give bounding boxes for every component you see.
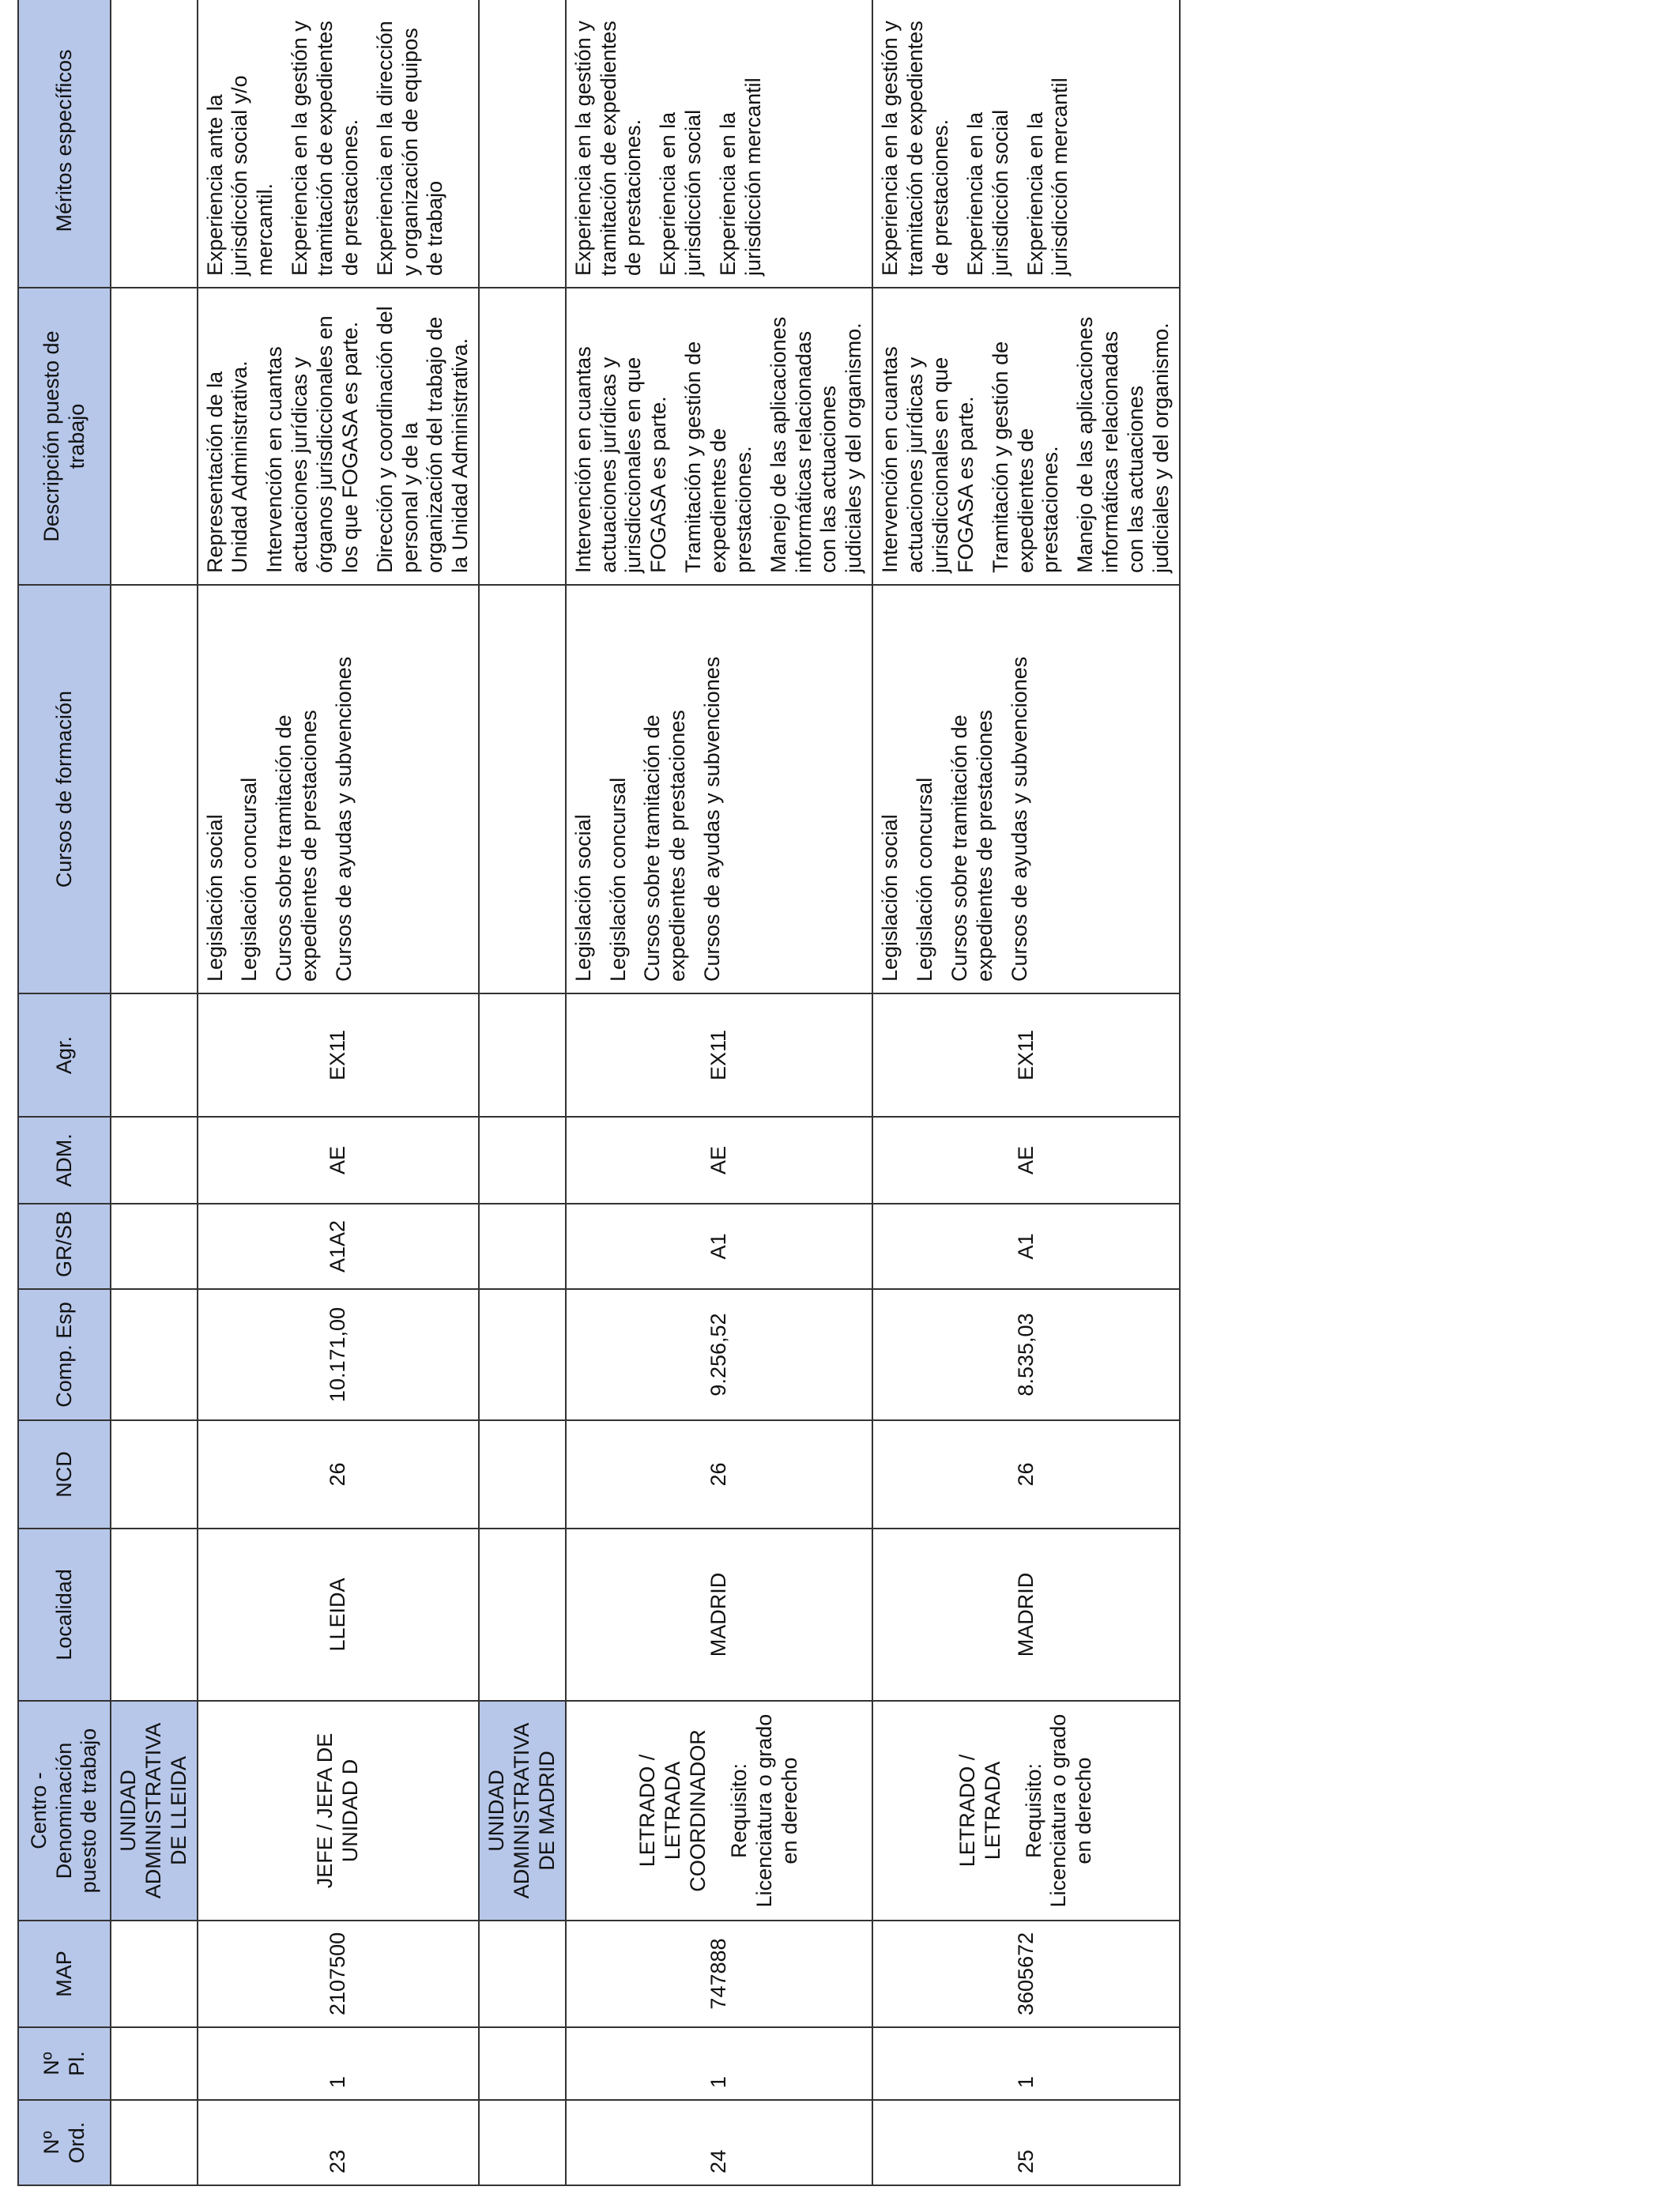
pl-cell: 1 bbox=[872, 2027, 1179, 2100]
curso-item: Cursos de ayudas y subvenciones bbox=[700, 656, 725, 982]
meritos-cell bbox=[198, 0, 480, 288]
denominacion-text: LETRADO / LETRADA COORDINADOR bbox=[635, 1729, 710, 1892]
curso-item: Cursos sobre tramitación de expedientes de prestaciones bbox=[947, 710, 996, 982]
ncd-cell: 26 bbox=[872, 1420, 1179, 1529]
table-row bbox=[872, 0, 1179, 2185]
merito-item: Experiencia en la dirección y organización de equipos de trabajo bbox=[372, 21, 447, 276]
header-adm: ADM. bbox=[18, 1117, 111, 1204]
descripcion-cell bbox=[566, 288, 872, 585]
rotated-page bbox=[17, 9, 1298, 2186]
cursos-cell bbox=[198, 585, 480, 993]
ord-cell: 24 bbox=[566, 2100, 872, 2185]
comp-esp-cell: 9.256,52 bbox=[566, 1289, 872, 1420]
denominacion-text: LETRADO / LETRADA bbox=[955, 1754, 1004, 1868]
denominacion-cell bbox=[566, 1701, 872, 1921]
agr-cell: EX11 bbox=[198, 993, 480, 1117]
header-localidad: Localidad bbox=[18, 1529, 111, 1701]
curso-item: Legislación social bbox=[571, 814, 595, 982]
table-row bbox=[566, 0, 872, 2185]
descripcion-item: Dirección y coordinación del personal y de la organización del trabajo de la Unidad Administrativa. bbox=[372, 306, 473, 573]
ord-cell: 25 bbox=[872, 2100, 1179, 2185]
meritos-cell bbox=[566, 0, 872, 288]
merito-item: Experiencia en la gestión y tramitación de expedientes de prestaciones. bbox=[288, 21, 362, 276]
gr-sb-cell: A1A2 bbox=[198, 1204, 480, 1289]
curso-item: Cursos sobre tramitación de expedientes de prestaciones bbox=[640, 710, 690, 982]
curso-item: Cursos sobre tramitación de expedientes de prestaciones bbox=[272, 710, 322, 982]
curso-item: Legislación concursal bbox=[237, 777, 262, 982]
header-pl: Nº Pl. bbox=[18, 2027, 111, 2100]
descripcion-item: Tramitación y gestión de expedientes de prestaciones. bbox=[988, 341, 1063, 573]
adm-cell: AE bbox=[198, 1117, 480, 1204]
curso-item: Legislación social bbox=[202, 814, 227, 982]
curso-item: Legislación social bbox=[878, 814, 902, 982]
section-row-lleida bbox=[111, 0, 198, 2185]
requisito-text: Requisito: Licenciatura o grado en derecho bbox=[1021, 1713, 1096, 1908]
localidad-cell: LLEIDA bbox=[198, 1529, 480, 1701]
merito-item: Experiencia en la jurisdicción social bbox=[962, 109, 1012, 276]
pl-cell: 1 bbox=[198, 2027, 480, 2100]
merito-item: Experiencia en la gestión y tramitación de expedientes de prestaciones. bbox=[571, 21, 646, 276]
merito-item: Experiencia ante la jurisdicción social y/o mercantil. bbox=[202, 75, 277, 276]
ord-cell: 23 bbox=[198, 2100, 480, 2185]
header-ncd: NCD bbox=[18, 1420, 111, 1529]
curso-item: Legislación concursal bbox=[913, 777, 937, 982]
descripcion-item: Intervención en cuantas actuaciones jurídicas y órganos jurisdiccionales en los que FOGASA es parte. bbox=[262, 315, 362, 573]
pl-cell: 1 bbox=[566, 2027, 872, 2100]
map-cell: 3605672 bbox=[872, 1921, 1179, 2027]
header-map: MAP bbox=[18, 1921, 111, 2027]
header-meritos: Méritos específicos bbox=[18, 0, 111, 288]
curso-item: Legislación concursal bbox=[605, 777, 630, 982]
denominacion-cell bbox=[198, 1701, 480, 1921]
denominacion-cell bbox=[872, 1701, 1179, 1921]
descripcion-item: Intervención en cuantas actuaciones jurídicas y jurisdiccionales en que FOGASA es parte. bbox=[571, 346, 671, 573]
header-comp-esp: Comp. Esp bbox=[18, 1289, 111, 1420]
header-cursos: Cursos de formación bbox=[18, 585, 111, 993]
cursos-cell bbox=[872, 585, 1179, 993]
merito-item: Experiencia en la gestión y tramitación de expedientes de prestaciones. bbox=[878, 21, 952, 276]
header-denominacion: Centro - Denominación puesto de trabajo bbox=[18, 1701, 111, 1921]
adm-cell: AE bbox=[566, 1117, 872, 1204]
descripcion-cell bbox=[198, 288, 480, 585]
header-row bbox=[18, 0, 111, 2185]
descripcion-cell bbox=[872, 288, 1179, 585]
map-cell: 2107500 bbox=[198, 1921, 480, 2027]
requisito-text: Requisito: Licenciatura o grado en derecho bbox=[726, 1713, 801, 1908]
merito-item: Experiencia en la jurisdicción social bbox=[656, 109, 706, 276]
table-row bbox=[198, 0, 480, 2185]
comp-esp-cell: 10.171,00 bbox=[198, 1289, 480, 1420]
descripcion-item: Manejo de las aplicaciones informáticas relacionadas con las actuaciones judiciales y del organismo. bbox=[1073, 316, 1173, 573]
puestos-table bbox=[17, 0, 1181, 2186]
localidad-cell: MADRID bbox=[872, 1529, 1179, 1701]
gr-sb-cell: A1 bbox=[566, 1204, 872, 1289]
unit-label-lleida: UNIDAD ADMINISTRATIVA DE LLEIDA bbox=[111, 1701, 198, 1921]
denominacion-text: JEFE / JEFA DE UNIDAD D bbox=[313, 1732, 362, 1889]
cursos-cell bbox=[566, 585, 872, 993]
map-cell: 747888 bbox=[566, 1921, 872, 2027]
agr-cell: EX11 bbox=[872, 993, 1179, 1117]
header-descripcion: Descripción puesto de trabajo bbox=[18, 288, 111, 585]
descripcion-item: Manejo de las aplicaciones informáticas relacionadas con las actuaciones judiciales y del organismo. bbox=[766, 316, 866, 573]
header-agr: Agr. bbox=[18, 993, 111, 1117]
header-ord: Nº Ord. bbox=[18, 2100, 111, 2185]
ncd-cell: 26 bbox=[198, 1420, 480, 1529]
descripcion-item: Intervención en cuantas actuaciones jurídicas y jurisdiccionales en que FOGASA es parte. bbox=[878, 346, 977, 573]
header-gr-sb: GR/SB bbox=[18, 1204, 111, 1289]
adm-cell: AE bbox=[872, 1117, 1179, 1204]
curso-item: Cursos de ayudas y subvenciones bbox=[1007, 656, 1031, 982]
merito-item: Experiencia en la jurisdicción mercantil bbox=[1023, 77, 1072, 276]
comp-esp-cell: 8.535,03 bbox=[872, 1289, 1179, 1420]
agr-cell: EX11 bbox=[566, 993, 872, 1117]
meritos-cell bbox=[872, 0, 1179, 288]
gr-sb-cell: A1 bbox=[872, 1204, 1179, 1289]
unit-label-madrid: UNIDAD ADMINISTRATIVA DE MADRID bbox=[479, 1701, 566, 1921]
ncd-cell: 26 bbox=[566, 1420, 872, 1529]
localidad-cell: MADRID bbox=[566, 1529, 872, 1701]
curso-item: Cursos de ayudas y subvenciones bbox=[332, 656, 356, 982]
section-row-madrid bbox=[479, 0, 566, 2185]
descripcion-item: Representación de la Unidad Administrativa. bbox=[202, 360, 252, 573]
descripcion-item: Tramitación y gestión de expedientes de prestaciones. bbox=[681, 341, 755, 573]
merito-item: Experiencia en la jurisdicción mercantil bbox=[716, 77, 765, 276]
